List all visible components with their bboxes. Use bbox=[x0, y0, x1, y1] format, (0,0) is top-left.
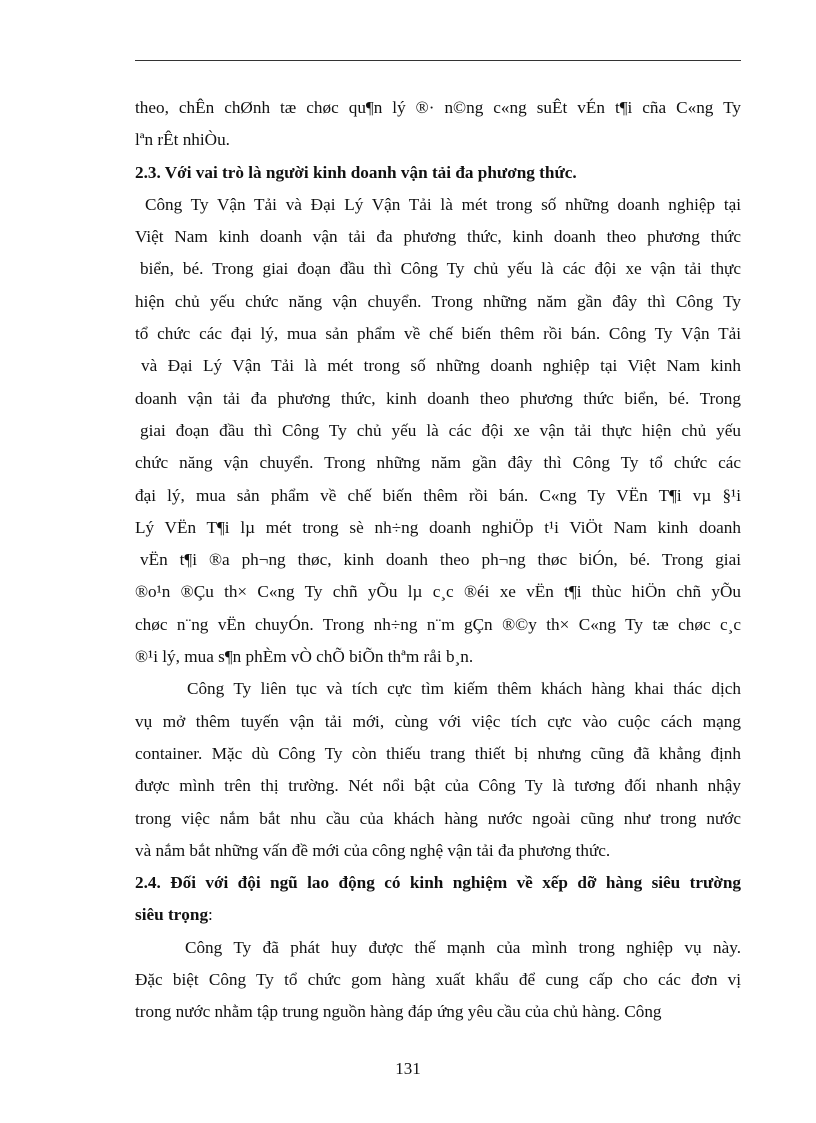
text-line bbox=[135, 447, 741, 479]
text-line bbox=[135, 480, 741, 512]
text-line bbox=[135, 609, 741, 641]
line-text: và Đại Lý Vận Tải là mét trong số những doanh nghiệp tại Việt Nam kinh bbox=[141, 356, 741, 376]
text-line bbox=[135, 770, 741, 802]
text-line bbox=[135, 286, 741, 318]
page-number: 131 bbox=[395, 1059, 421, 1078]
section-heading-line bbox=[135, 899, 741, 931]
line-text: biển, bé. Trong giai đoạn đầu thì Công Ty chủ yếu là các đội xe vận tải thực bbox=[140, 259, 741, 279]
text-line bbox=[135, 996, 741, 1028]
line-text: Lý VËn T¶i lµ mét trong sè nh÷ng doanh nghiÖp t¹i ViÖt Nam kinh doanh bbox=[135, 517, 741, 537]
text-line bbox=[135, 124, 741, 156]
text-line bbox=[135, 189, 741, 221]
line-text: vụ mở thêm tuyến vận tải mới, cùng với việc tích cực vào cuộc cách mạng bbox=[135, 711, 741, 731]
section-heading-line bbox=[135, 157, 741, 189]
line-text: Việt Nam kinh doanh vận tải đa phương thức, kinh doanh theo phương thức bbox=[135, 227, 741, 247]
text-line bbox=[135, 350, 741, 382]
text-line bbox=[135, 641, 741, 673]
text-line bbox=[135, 576, 741, 608]
text-line bbox=[135, 544, 741, 576]
text-line bbox=[135, 221, 741, 253]
text-line bbox=[135, 318, 741, 350]
line-text: Đặc biệt Công Ty tổ chức gom hàng xuất khẩu để cung cấp cho các đơn vị bbox=[135, 970, 741, 990]
text-line bbox=[135, 415, 741, 447]
line-text: trong việc nắm bắt nhu cầu của khách hàng nước ngoài cũng như trong nước bbox=[135, 808, 741, 828]
line-text: 2.3. Với vai trò là người kinh doanh vận tải đa phương thức. bbox=[135, 162, 577, 182]
line-text: và nắm bắt những vấn đề mới của công nghệ vận tải đa phương thức. bbox=[135, 840, 611, 860]
text-line bbox=[135, 512, 741, 544]
line-text: chøc n¨ng vËn chuyÓn. Trong nh÷ng n¨m gÇn ®©y th× C«ng Ty tæ chøc c¸c bbox=[135, 614, 741, 634]
line-text: ®o¹n ®Çu th× C«ng Ty chñ yÕu lµ c¸c ®éi xe vËn t¶i thùc hiÖn chñ yÕu bbox=[135, 582, 741, 602]
text-line bbox=[135, 964, 741, 996]
document-body bbox=[135, 92, 741, 1029]
line-text: 2.4. Đối với đội ngũ lao động có kinh nghiệm về xếp dỡ hàng siêu trường bbox=[135, 873, 741, 893]
text-line bbox=[135, 92, 741, 124]
line-text: siêu trọng bbox=[135, 905, 209, 925]
header-rule bbox=[135, 60, 741, 61]
text-line bbox=[135, 835, 741, 867]
line-text: Công Ty Vận Tải và Đại Lý Vận Tải là mét trong số những doanh nghiệp tại bbox=[145, 194, 741, 214]
line-text: vËn t¶i ®a ph¬ng thøc, kinh doanh theo ph¬ng thøc biÓn, bé. Trong giai bbox=[140, 550, 741, 570]
text-line bbox=[135, 673, 741, 705]
text-line bbox=[135, 803, 741, 835]
text-line bbox=[135, 932, 741, 964]
line-text: container. Mặc dù Công Ty còn thiếu trang thiết bị nhưng cũng đã khẳng định bbox=[135, 743, 741, 763]
line-text: hiện chủ yếu chức năng vận chuyển. Trong những năm gần đây thì Công Ty bbox=[135, 291, 741, 311]
text-line bbox=[135, 253, 741, 285]
line-text: đại lý, mua sản phẩm về chế biến thêm rồi bán. C«ng Ty VËn T¶i vµ §¹i bbox=[135, 485, 741, 505]
line-text: theo, chÊn chØnh tæ chøc qu¶n lý ®· n©ng c«ng suÊt vÉn t¶i cña C«ng Ty bbox=[135, 98, 741, 117]
text-line bbox=[135, 706, 741, 738]
line-text: tổ chức các đại lý, mua sản phẩm về chế biến thêm rồi bán. Công Ty Vận Tải bbox=[135, 324, 741, 344]
section-heading-line bbox=[135, 867, 741, 899]
line-text: chức năng vận chuyển. Trong những năm gần đây thì Công Ty tổ chức các bbox=[135, 453, 741, 473]
line-text: ®¹i lý, mua s¶n phÈm vÒ chÕ biÕn thªm råi b¸n. bbox=[135, 647, 474, 667]
line-text: doanh vận tải đa phương thức, kinh doanh theo phương thức biển, bé. Trong bbox=[135, 388, 741, 408]
line-text: giai đoạn đầu thì Công Ty chủ yếu là các đội xe vận tải thực hiện chủ yếu bbox=[140, 420, 741, 440]
text-line bbox=[135, 738, 741, 770]
line-suffix: : bbox=[208, 905, 213, 925]
line-text: trong nước nhằm tập trung nguồn hàng đáp ứng yêu cầu của chủ hàng. Công bbox=[135, 1002, 662, 1022]
line-text: Công Ty liên tục và tích cực tìm kiếm thêm khách hàng khai thác dịch bbox=[187, 679, 741, 699]
line-text: lªn rÊt nhiÒu. bbox=[135, 130, 230, 150]
line-text: được mình trên thị trường. Nét nổi bật của Công Ty là tương đối nhanh nhậy bbox=[135, 776, 741, 796]
line-text: Công Ty đã phát huy được thế mạnh của mình trong nghiệp vụ này. bbox=[185, 937, 741, 957]
text-line bbox=[135, 383, 741, 415]
